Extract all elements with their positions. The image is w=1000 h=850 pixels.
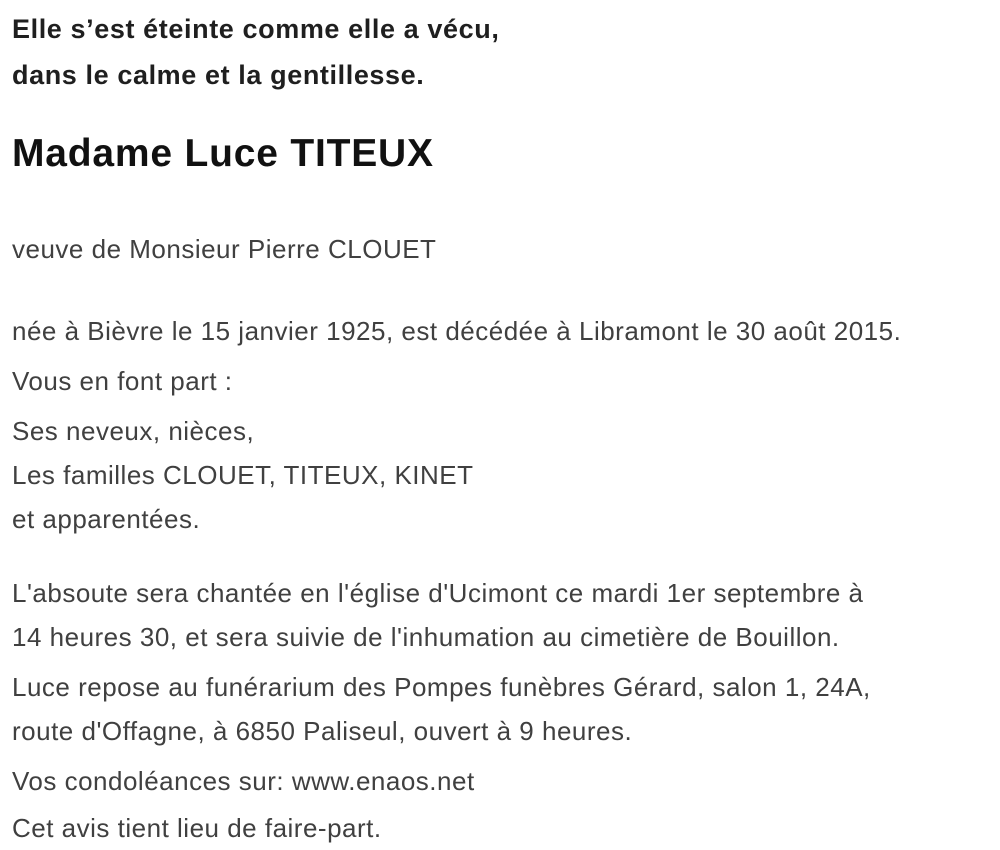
closing-line: Cet avis tient lieu de faire-part. bbox=[12, 813, 382, 843]
family-line-1: Ses neveux, nièces, bbox=[12, 416, 255, 446]
ceremony-line-1: L'absoute sera chantée en l'église d'Ucimont ce mardi 1er septembre à bbox=[12, 578, 864, 608]
ceremony-block bbox=[12, 571, 986, 659]
family-line-3: et apparentées. bbox=[12, 504, 201, 534]
death-notice bbox=[12, 6, 986, 850]
relation-line: veuve de Monsieur Pierre CLOUET bbox=[12, 234, 437, 264]
epitaph-line-1: Elle s’est éteinte comme elle a vécu, bbox=[12, 14, 500, 44]
epitaph-block bbox=[12, 6, 986, 98]
ceremony-line-2: 14 heures 30, et sera suivie de l'inhumation au cimetière de Bouillon. bbox=[12, 622, 840, 652]
repose-block bbox=[12, 665, 986, 753]
deceased-name: Madame Luce TITEUX bbox=[12, 132, 434, 175]
life-dates-line: née à Bièvre le 15 janvier 1925, est décédée à Libramont le 30 août 2015. bbox=[12, 316, 902, 346]
repose-line-1: Luce repose au funérarium des Pompes funèbres Gérard, salon 1, 24A, bbox=[12, 672, 871, 702]
condolences-url: www.enaos.net bbox=[291, 766, 475, 796]
repose-line-2: route d'Offagne, à 6850 Paliseul, ouvert à 9 heures. bbox=[12, 716, 633, 746]
epitaph-line-2: dans le calme et la gentillesse. bbox=[12, 60, 425, 90]
announcement-intro: Vous en font part : bbox=[12, 366, 233, 396]
condolences-prefix: Vos condoléances sur: bbox=[12, 766, 292, 796]
family-block bbox=[12, 409, 986, 541]
condolences-line bbox=[12, 759, 986, 803]
family-line-2: Les familles CLOUET, TITEUX, KINET bbox=[12, 460, 474, 490]
